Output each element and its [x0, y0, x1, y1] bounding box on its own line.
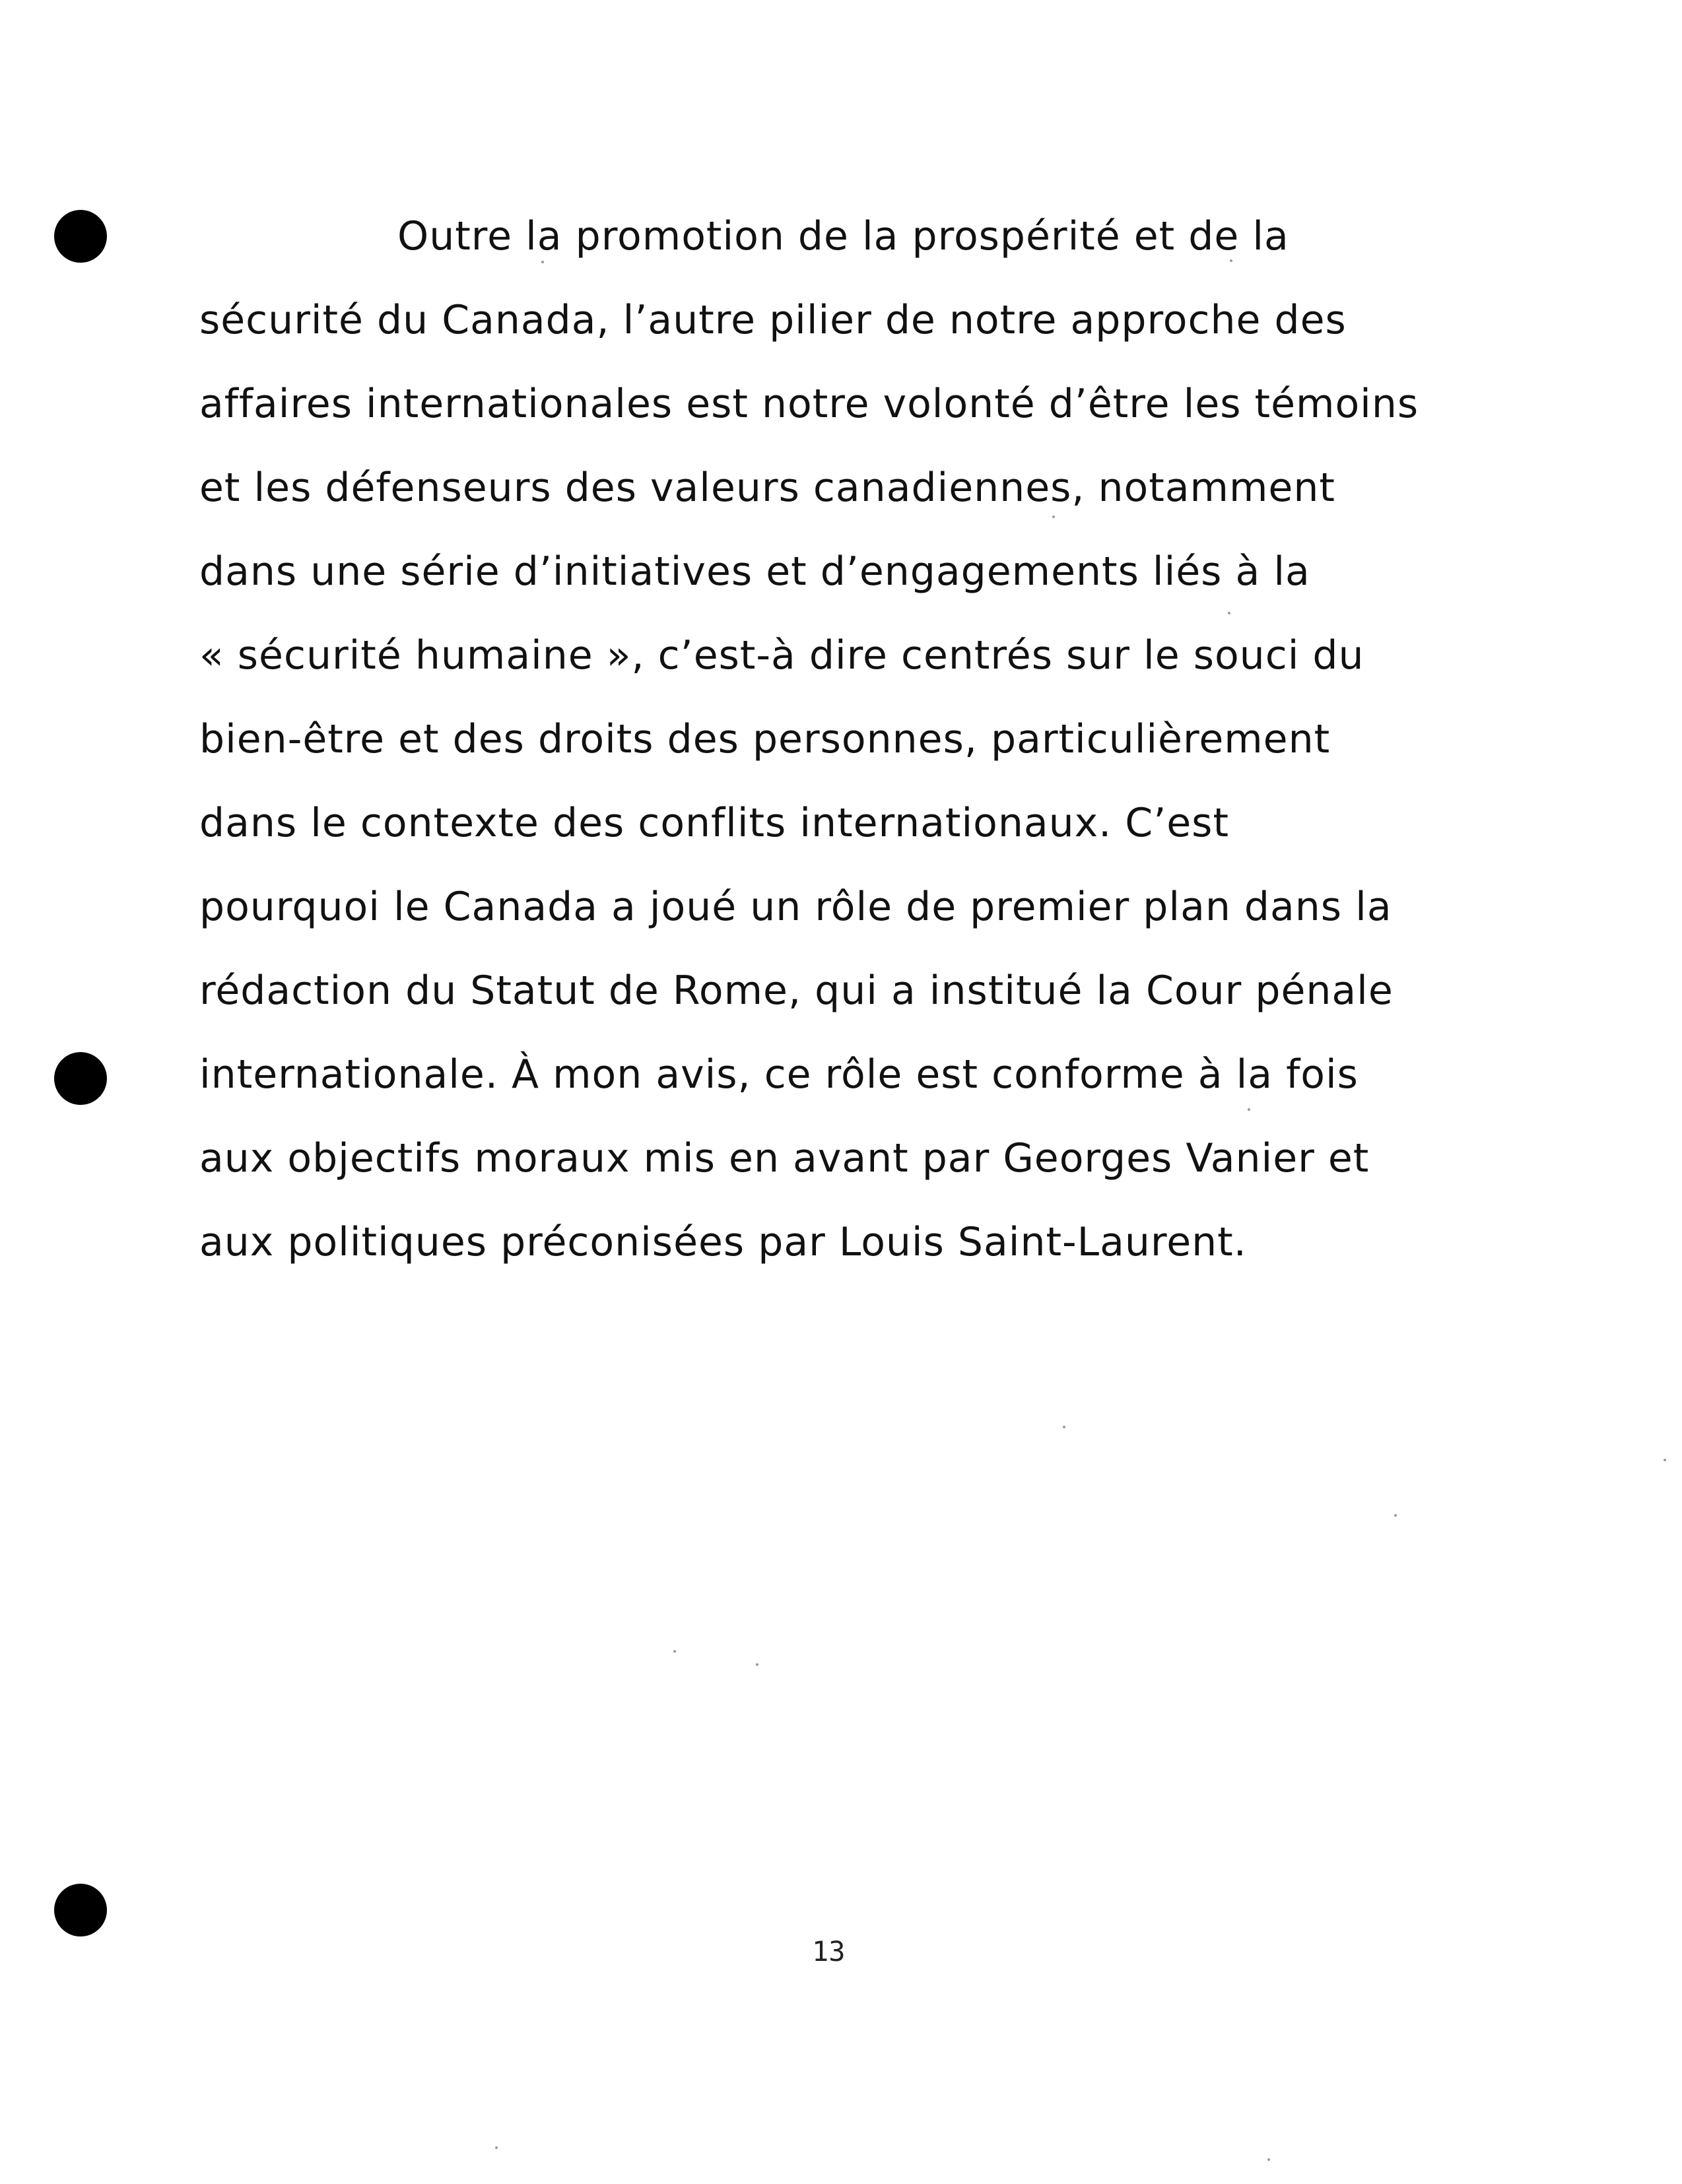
paragraph-line: affaires internationales est notre volonté d’être les témoins [199, 381, 1419, 427]
scan-speck [1394, 1514, 1397, 1517]
scan-speck [673, 1650, 676, 1653]
paragraph-line: aux objectifs moraux mis en avant par Georges Vanier et [199, 1135, 1370, 1181]
paragraph-line: dans le contexte des conflits internationaux. C’est [199, 800, 1229, 846]
paragraph-line: internationale. À mon avis, ce rôle est conforme à la fois [199, 1051, 1359, 1098]
paragraph-line: « sécurité humaine », c’est-à dire centrés sur le souci du [199, 632, 1364, 678]
scan-speck [756, 1663, 758, 1666]
scan-speck [1228, 612, 1230, 614]
scan-speck [541, 261, 544, 263]
scan-speck [1248, 1108, 1250, 1111]
paragraph-line: sécurité du Canada, l’autre pilier de notre approche des [199, 297, 1347, 343]
scan-speck [1230, 259, 1232, 262]
paragraph-line: Outre la promotion de la prospérité et de la [397, 213, 1289, 259]
paragraph-line: dans une série d’initiatives et d’engagements liés à la [199, 548, 1310, 595]
paragraph-line: et les défenseurs des valeurs canadiennes, notamment [199, 465, 1335, 511]
paragraph-line: rédaction du Statut de Rome, qui a institué la Cour pénale [199, 968, 1394, 1014]
scan-speck [1063, 1426, 1065, 1428]
paragraph-line: aux politiques préconisées par Louis Saint-Laurent. [199, 1219, 1247, 1265]
page-number: 13 [812, 1935, 846, 1968]
scan-speck [1267, 2158, 1270, 2161]
scan-speck [1664, 1459, 1666, 1461]
paragraph-line: pourquoi le Canada a joué un rôle de premier plan dans la [199, 884, 1392, 930]
body-paragraph [199, 195, 1520, 1284]
scan-speck [495, 2146, 498, 2149]
binder-hole-top [54, 210, 107, 263]
binder-hole-middle [54, 1052, 107, 1105]
paragraph-line: bien-être et des droits des personnes, particulièrement [199, 716, 1331, 762]
scan-speck [1052, 515, 1055, 518]
binder-hole-bottom [54, 1884, 107, 1936]
